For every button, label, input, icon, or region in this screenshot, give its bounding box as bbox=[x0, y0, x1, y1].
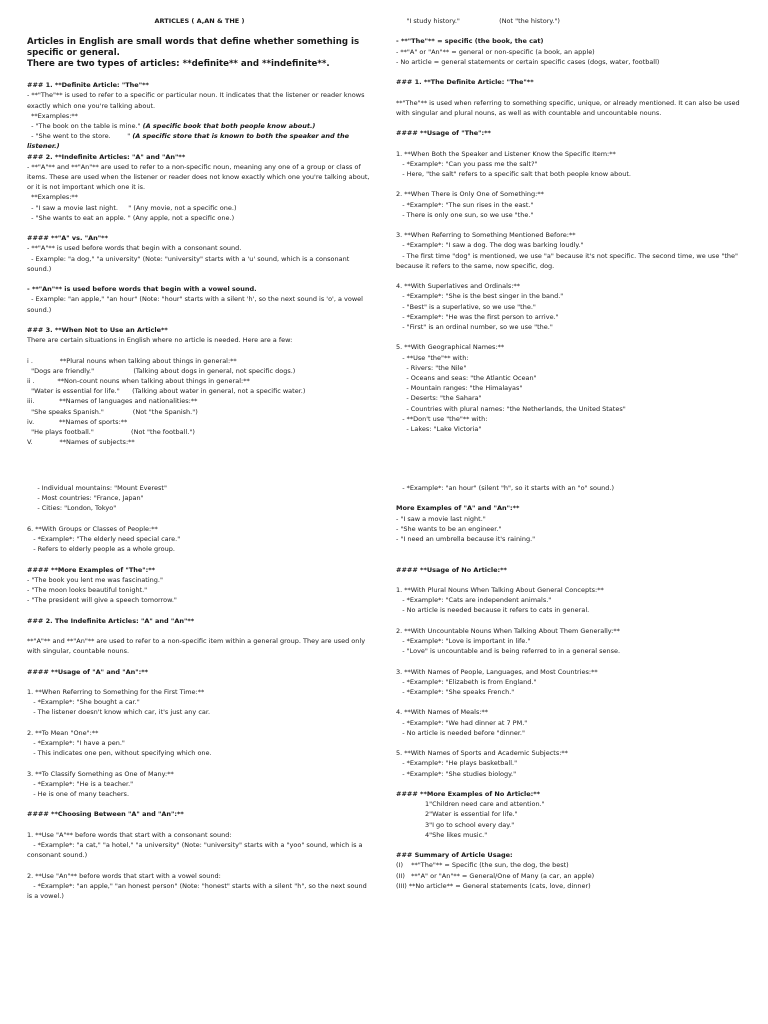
text-line bbox=[396, 210, 741, 220]
line-text: 3. **With Names of People, Languages, and Most Countries:** bbox=[396, 667, 598, 676]
text-line bbox=[27, 483, 372, 493]
line-text: - No article is needed before "dinner." bbox=[396, 728, 525, 737]
line-text: ### 1. **Definite Article: "The"** bbox=[27, 81, 149, 90]
text-line bbox=[396, 404, 741, 414]
text-line bbox=[396, 322, 741, 332]
line-text: - *Example*: "She is the best singer in the band." bbox=[396, 292, 564, 301]
text-line bbox=[27, 524, 372, 534]
text-line bbox=[396, 871, 741, 881]
line-text: - "The book you lent me was fascinating." bbox=[27, 575, 163, 584]
text-line bbox=[27, 233, 372, 243]
text-line bbox=[27, 728, 372, 738]
text-line bbox=[396, 646, 741, 656]
text-line bbox=[396, 881, 741, 891]
text-line bbox=[396, 342, 741, 352]
text-line bbox=[27, 131, 372, 151]
text-line bbox=[396, 860, 741, 870]
text-line bbox=[396, 128, 741, 138]
text-line bbox=[396, 57, 741, 67]
line-text: **"The"** is used when referring to something specific, unique, or already mentioned. It can also be used with singular and plural nouns, as well as with countable and uncountable nouns. bbox=[396, 98, 742, 117]
line-text: There are certain situations in English where no article is needed. Here are a few: bbox=[27, 336, 293, 345]
line-text: 3. **When Referring to Something Mentioned Before:** bbox=[396, 231, 576, 240]
text-line bbox=[396, 565, 741, 575]
line-text: 2. **With Uncountable Nouns When Talking About Them Generally:** bbox=[396, 626, 620, 635]
line-text: (III) **No article** = General statements (cats, love, dinner) bbox=[396, 881, 591, 890]
text-line bbox=[27, 493, 372, 503]
line-text: - *Example*: "Can you pass me the salt?" bbox=[396, 159, 538, 168]
blank-line bbox=[396, 779, 741, 789]
line-text: **Examples:** bbox=[27, 193, 78, 202]
text-line bbox=[27, 325, 372, 335]
blank-line bbox=[396, 554, 741, 564]
line-text: - *Example*: "He plays basketball." bbox=[396, 759, 518, 768]
line-text: - Deserts: "the Sahara" bbox=[396, 394, 482, 403]
text-line bbox=[27, 738, 372, 748]
text-line bbox=[396, 353, 741, 363]
blank-line bbox=[27, 605, 372, 615]
column-bottom-right bbox=[396, 483, 741, 891]
text-line bbox=[396, 77, 741, 87]
line-text: - **"A"** and **"An"** are used to refer to a non-specific noun, meaning any one of a group or class of items. These are used when the listener or reader does not know exactly which one you're talking about, or it is not important which one it is. bbox=[27, 162, 372, 192]
line-text: - **Use "the"** with: bbox=[396, 353, 469, 362]
text-line bbox=[27, 595, 372, 605]
text-line bbox=[27, 544, 372, 554]
line-text: - **"An"** is used before words that begin with a vowel sound. bbox=[27, 285, 257, 294]
line-text: - "She wants to eat an apple. " (Any apple, not a specific one.) bbox=[27, 213, 235, 222]
column-bottom-left bbox=[27, 483, 372, 901]
text-line bbox=[396, 799, 741, 809]
line-text: #### **Choosing Between "A" and "An":** bbox=[27, 810, 184, 819]
line-text: - "The president will give a speech tomorrow." bbox=[27, 596, 177, 605]
text-line bbox=[396, 626, 741, 636]
column-body bbox=[396, 483, 741, 891]
blank-line bbox=[27, 718, 372, 728]
text-line bbox=[27, 697, 372, 707]
line-text: More Examples of "A" and "An":** bbox=[396, 504, 520, 513]
line-text: ii . **Non-count nouns when talking about things in general:** bbox=[27, 377, 250, 386]
text-line bbox=[396, 230, 741, 240]
blank-line bbox=[396, 332, 741, 342]
text-line bbox=[396, 789, 741, 799]
text-line bbox=[396, 718, 741, 728]
text-line bbox=[396, 169, 741, 179]
text-line bbox=[27, 830, 372, 840]
line-text: - The listener doesn't know which car, it's just any car. bbox=[27, 708, 211, 717]
column-body bbox=[396, 16, 741, 434]
line-text: - *Example*: "He was the first person to arrive." bbox=[396, 312, 559, 321]
line-text: - "Best" is a superlative, so we use "the." bbox=[396, 302, 536, 311]
text-line bbox=[27, 407, 372, 417]
blank-line bbox=[396, 26, 741, 36]
text-line bbox=[27, 80, 372, 90]
line-text: - **"A" or "An"** = general or non-specific (a book, an apple) bbox=[396, 47, 595, 56]
text-line bbox=[27, 366, 372, 376]
line-text: - "Love" is uncountable and is being referred to in a general sense. bbox=[396, 647, 621, 656]
text-line bbox=[27, 396, 372, 406]
line-text: iii. **Names of languages and nationalities:** bbox=[27, 397, 198, 406]
text-line bbox=[27, 162, 372, 193]
line-text: 3"I go to school every day." bbox=[396, 820, 515, 829]
line-text: - "She went to the store. " bbox=[27, 132, 133, 141]
text-line bbox=[396, 769, 741, 779]
line-text: - Example: "a dog," "a university" (Note: "university" starts with a 'u' sound, which is a consonant sound.) bbox=[27, 254, 352, 273]
line-text: ### Summary of Article Usage: bbox=[396, 851, 513, 860]
text-line bbox=[27, 881, 372, 901]
line-text: - "I need an umbrella because it's raining." bbox=[396, 535, 536, 543]
line-text: (II) **"A" or "An"** = General/One of Many (a car, an apple) bbox=[396, 871, 595, 880]
text-line bbox=[396, 707, 741, 717]
text-line bbox=[396, 363, 741, 373]
line-text: - No article = general statements or certain specific cases (dogs, water, football) bbox=[396, 57, 660, 66]
column-top-left bbox=[27, 16, 372, 447]
text-line bbox=[27, 284, 372, 294]
line-text: - *Example*: "Cats are independent animals." bbox=[396, 596, 552, 605]
text-line bbox=[27, 769, 372, 779]
text-line bbox=[27, 565, 372, 575]
blank-line bbox=[396, 179, 741, 189]
line-text: - *Example*: "She bought a car." bbox=[27, 698, 140, 707]
text-line bbox=[396, 240, 741, 250]
text-line bbox=[396, 514, 741, 524]
line-text: "I study history." (Not "the history.") bbox=[396, 17, 560, 25]
text-line bbox=[396, 414, 741, 424]
text-line bbox=[27, 748, 372, 758]
text-line bbox=[27, 616, 372, 626]
line-text: 1. **When Both the Speaker and Listener Know the Specific Item:** bbox=[396, 149, 616, 158]
text-line bbox=[396, 605, 741, 615]
line-text: - Countries with plural names: "the Netherlands, the United States" bbox=[396, 404, 626, 413]
line-text: - "First" is an ordinal number, so we use "the." bbox=[396, 322, 553, 331]
text-line bbox=[27, 503, 372, 513]
text-line bbox=[27, 789, 372, 799]
line-text: - Refers to elderly people as a whole group. bbox=[27, 545, 175, 554]
line-text: - *Example*: "Love is important in life." bbox=[396, 636, 531, 645]
blank-line bbox=[27, 223, 372, 233]
line-text: #### **Usage of "The":** bbox=[396, 129, 491, 138]
text-line bbox=[396, 393, 741, 403]
line-text: - No article is needed because it refers to cats in general. bbox=[396, 606, 590, 615]
text-line bbox=[396, 483, 741, 493]
line-text: - He is one of many teachers. bbox=[27, 789, 130, 798]
line-text: 2. **To Mean "One":** bbox=[27, 728, 99, 737]
blank-line bbox=[396, 138, 741, 148]
line-text: #### **Usage of "A" and "An":** bbox=[27, 667, 149, 676]
text-line bbox=[396, 424, 741, 434]
line-text: - **"The"** = specific (the book, the cat) bbox=[396, 37, 544, 46]
text-line bbox=[27, 121, 372, 131]
blank-line bbox=[396, 87, 741, 97]
blank-line bbox=[27, 514, 372, 524]
text-line bbox=[396, 159, 741, 169]
line-text: #### **Usage of No Article:** bbox=[396, 565, 507, 574]
text-line bbox=[396, 200, 741, 210]
line-text: - **Don't use "the"** with: bbox=[396, 414, 488, 423]
line-text: 1. **With Plural Nouns When Talking About General Concepts:** bbox=[396, 585, 604, 594]
text-line bbox=[27, 585, 372, 595]
line-emphasis: (A specific store that is known to both the speaker and the listener.) bbox=[27, 132, 352, 151]
text-line bbox=[396, 47, 741, 57]
line-text: - "The book on the table is mine." bbox=[27, 122, 143, 131]
line-text: 4"She likes music." bbox=[396, 830, 488, 839]
text-line bbox=[396, 687, 741, 697]
line-text: - "I saw a movie last night." bbox=[396, 514, 486, 523]
text-line bbox=[396, 809, 741, 819]
blank-line bbox=[396, 493, 741, 503]
text-line bbox=[396, 503, 741, 513]
blank-line bbox=[396, 738, 741, 748]
line-text: **Examples:** bbox=[27, 111, 78, 120]
line-text: - Rivers: "the Nile" bbox=[396, 363, 467, 372]
text-line bbox=[27, 111, 372, 121]
line-text: 2"Water is essential for life." bbox=[396, 810, 518, 819]
line-text: - *Example*: "I saw a dog. The dog was barking loudly." bbox=[396, 241, 584, 250]
column-body bbox=[27, 80, 372, 447]
text-line bbox=[27, 90, 372, 110]
line-text: - *Example*: "He is a teacher." bbox=[27, 779, 134, 788]
line-text: #### **More Examples of "The":** bbox=[27, 565, 156, 574]
blank-line bbox=[396, 271, 741, 281]
line-text: 1. **When Referring to Something for the First Time:** bbox=[27, 687, 205, 696]
line-text: - "I saw a movie last night. " (Any movie, not a specific one.) bbox=[27, 203, 237, 212]
text-line bbox=[396, 383, 741, 393]
text-line bbox=[396, 748, 741, 758]
text-line bbox=[396, 850, 741, 860]
line-text: - **"The"** is used to refer to a specific or particular noun. It indicates that the listener or reader knows exactly which one you're talking about. bbox=[27, 91, 367, 110]
text-line bbox=[27, 192, 372, 202]
line-text: - *Example*: "Elizabeth is from England." bbox=[396, 677, 537, 686]
blank-line bbox=[27, 274, 372, 284]
line-text: iv. **Names of sports:** bbox=[27, 417, 128, 426]
text-line bbox=[27, 667, 372, 677]
line-text: - Mountain ranges: "the Himalayas" bbox=[396, 384, 523, 393]
line-text: ### 2. The Indefinite Articles: "A" and "An"** bbox=[27, 616, 195, 625]
blank-line bbox=[396, 575, 741, 585]
line-text: #### **"A" vs. "An"** bbox=[27, 234, 108, 243]
text-line bbox=[396, 36, 741, 46]
text-line bbox=[396, 677, 741, 687]
line-text: "Dogs are friendly." (Talking about dogs in general, not specific dogs.) bbox=[27, 366, 296, 375]
blank-line bbox=[396, 656, 741, 666]
text-line bbox=[396, 595, 741, 605]
blank-line bbox=[396, 616, 741, 626]
line-text: - *Example*: "The sun rises in the east." bbox=[396, 200, 534, 209]
line-text: "Water is essential for life." (Talking about water in general, not a specific water.) bbox=[27, 387, 306, 396]
line-text: - Here, "the salt" refers to a specific salt that both people know about. bbox=[396, 169, 631, 178]
text-line bbox=[27, 575, 372, 585]
blank-line bbox=[27, 315, 372, 325]
line-text: - *Example*: "an apple," "an honest person" (Note: "honest" starts with a silent "h", so the next sound is a vowel.) bbox=[27, 881, 369, 900]
text-line bbox=[396, 291, 741, 301]
blank-line bbox=[27, 860, 372, 870]
blank-line bbox=[27, 345, 372, 355]
line-text: 5. **With Geographical Names:** bbox=[396, 343, 505, 352]
blank-line bbox=[27, 677, 372, 687]
text-line bbox=[27, 213, 372, 223]
intro-line: There are two types of articles: **definite** and **indefinite**. bbox=[27, 59, 330, 70]
blank-line bbox=[396, 220, 741, 230]
line-text: - There is only one sun, so we use "the." bbox=[396, 210, 534, 219]
blank-line bbox=[27, 554, 372, 564]
text-line bbox=[27, 636, 372, 656]
line-text: i . **Plural nouns when talking about things in general:** bbox=[27, 356, 237, 365]
text-line bbox=[396, 312, 741, 322]
text-line bbox=[396, 16, 741, 26]
line-text: #### **More Examples of No Article:** bbox=[396, 789, 541, 798]
text-line bbox=[396, 636, 741, 646]
text-line bbox=[396, 251, 741, 271]
blank-line bbox=[27, 758, 372, 768]
line-text: 5. **With Names of Sports and Academic Subjects:** bbox=[396, 749, 568, 758]
text-line bbox=[27, 707, 372, 717]
line-text: "He plays football." (Not "the football.") bbox=[27, 428, 195, 437]
text-line bbox=[396, 585, 741, 595]
text-line bbox=[27, 243, 372, 253]
text-line bbox=[396, 667, 741, 677]
text-line bbox=[27, 386, 372, 396]
text-line bbox=[396, 728, 741, 738]
text-line bbox=[396, 534, 741, 544]
line-text: - Individual mountains: "Mount Everest" bbox=[27, 484, 167, 492]
line-text: - The first time "dog" is mentioned, we use "a" because it's not specific. The second time, we use "the" because it refers to the same, now specific, dog. bbox=[396, 251, 741, 270]
text-line bbox=[396, 830, 741, 840]
line-text: - *Example*: "The elderly need special care." bbox=[27, 535, 181, 543]
line-text: - "She wants to be an engineer." bbox=[396, 524, 502, 533]
text-line bbox=[27, 203, 372, 213]
text-line bbox=[396, 758, 741, 768]
line-text: 4. **With Superlatives and Ordinals:** bbox=[396, 282, 520, 291]
text-line bbox=[27, 534, 372, 544]
text-line bbox=[27, 427, 372, 437]
blank-line bbox=[396, 67, 741, 77]
intro-line: Articles in English are small words that define whether something is specific or general. bbox=[27, 37, 360, 59]
line-text: - Oceans and seas: "the Atlantic Ocean" bbox=[396, 373, 537, 382]
line-text: 1"Children need care and attention." bbox=[396, 800, 545, 809]
line-text: - *Example*: "a cat," "a hotel," "a university" (Note: "university" starts with a "yoo" sound, which is a consonant sound.) bbox=[27, 840, 365, 860]
text-line bbox=[396, 189, 741, 199]
line-emphasis: (A specific book that both people know about.) bbox=[142, 122, 316, 131]
text-line bbox=[27, 779, 372, 789]
text-line bbox=[27, 809, 372, 819]
line-text: - **"A"** is used before words that begin with a consonant sound. bbox=[27, 244, 242, 253]
blank-line bbox=[27, 626, 372, 636]
line-text: - *Example*: "I have a pen." bbox=[27, 738, 125, 747]
line-text: ### 2. **Indefinite Articles: "A" and "An"** bbox=[27, 152, 186, 161]
column-top-right bbox=[396, 16, 741, 434]
line-text: V. **Names of subjects:** bbox=[27, 438, 135, 447]
line-text: - *Example*: "She studies biology." bbox=[396, 769, 517, 778]
line-text: "She speaks Spanish." (Not "the Spanish.") bbox=[27, 407, 198, 416]
line-text: (I) **"The"** = Specific (the sun, the dog, the best) bbox=[396, 861, 569, 870]
text-line bbox=[27, 840, 372, 860]
text-line bbox=[27, 687, 372, 697]
blank-line bbox=[396, 840, 741, 850]
line-text: - Example: "an apple," "an hour" (Note: "hour" starts with a silent 'h', so the next sound is 'o', a vowel sound.) bbox=[27, 295, 366, 314]
text-line bbox=[27, 152, 372, 162]
blank-line bbox=[27, 799, 372, 809]
line-text: - *Example*: "She speaks French." bbox=[396, 687, 515, 696]
line-text: 3. **To Classify Something as One of Many:** bbox=[27, 769, 174, 778]
text-line bbox=[27, 871, 372, 881]
line-text: **"A"** and **"An"** are used to refer to a non-specific item within a general group. They are used only with singular, countable nouns. bbox=[27, 636, 368, 656]
line-text: - Cities: "London, Tokyo" bbox=[27, 504, 117, 513]
text-line bbox=[396, 149, 741, 159]
line-text: ### 1. **The Definite Article: "The"** bbox=[396, 78, 534, 87]
text-line bbox=[396, 524, 741, 534]
blank-line bbox=[27, 656, 372, 666]
blank-line bbox=[396, 118, 741, 128]
line-text: - Lakes: "Lake Victoria" bbox=[396, 424, 482, 433]
line-text: - *Example*: "We had dinner at 7 PM." bbox=[396, 718, 528, 727]
line-text: - Most countries: "France, Japan" bbox=[27, 494, 144, 503]
line-text: 4. **With Names of Meals:** bbox=[396, 708, 489, 717]
column-body bbox=[27, 483, 372, 901]
line-text: - This indicates one pen, without specifying which one. bbox=[27, 749, 212, 758]
blank-line bbox=[396, 544, 741, 554]
text-line bbox=[396, 98, 741, 118]
text-line bbox=[27, 356, 372, 366]
blank-line bbox=[396, 697, 741, 707]
line-text: 2. **When There is Only One of Something:** bbox=[396, 190, 544, 199]
line-text: 1. **Use "A"** before words that start with a consonant sound: bbox=[27, 830, 232, 839]
page-title: ARTICLES ( A,AN & THE ) bbox=[154, 17, 245, 25]
line-text: ### 3. **When Not to Use an Article** bbox=[27, 326, 168, 335]
text-line bbox=[396, 281, 741, 291]
line-text: 2. **Use "An"** before words that start with a vowel sound: bbox=[27, 871, 221, 880]
text-line bbox=[396, 820, 741, 830]
text-line bbox=[27, 294, 372, 314]
text-line bbox=[27, 417, 372, 427]
text-line bbox=[27, 335, 372, 345]
intro-paragraph bbox=[27, 37, 372, 70]
text-line bbox=[396, 373, 741, 383]
line-text: 6. **With Groups or Classes of People:** bbox=[27, 524, 158, 533]
line-text: - "The moon looks beautiful tonight." bbox=[27, 586, 148, 594]
text-line bbox=[27, 437, 372, 447]
blank-line bbox=[27, 820, 372, 830]
line-text: - *Example*: "an hour" (silent "h", so it starts with an "o" sound.) bbox=[396, 484, 614, 492]
text-line bbox=[396, 302, 741, 312]
text-line bbox=[27, 254, 372, 274]
text-line bbox=[27, 376, 372, 386]
